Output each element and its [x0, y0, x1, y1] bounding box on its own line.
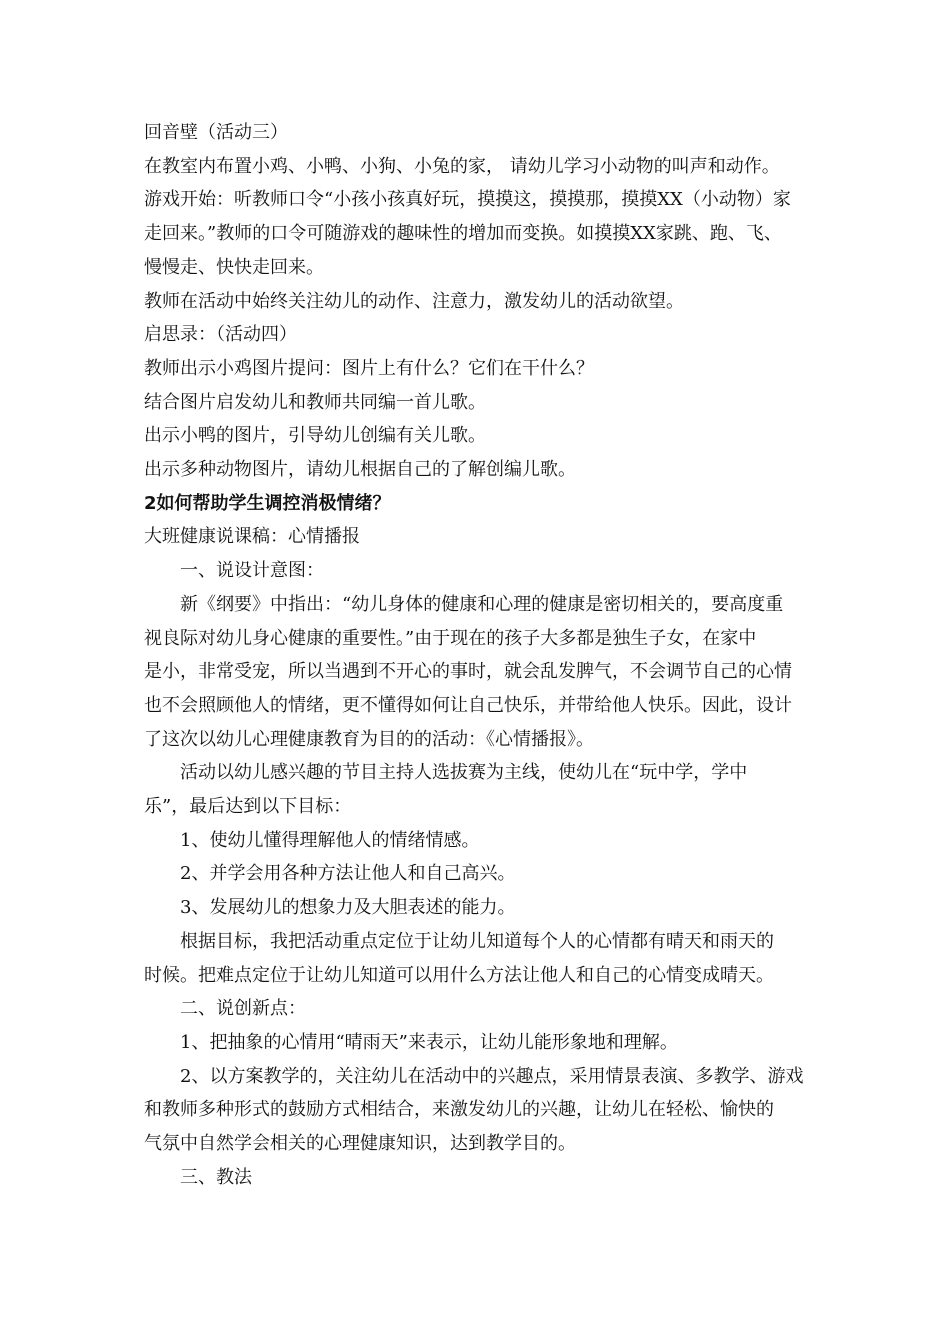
section-title-innovation: 二、说创新点： — [180, 998, 306, 1020]
paragraph-line: 了这次以幼儿心理健康教育为目的的活动：《心情播报》。 — [144, 728, 594, 750]
paragraph-line: 乐”，最后达到以下目标： — [144, 796, 352, 818]
paragraph-line: 活动以幼儿感兴趣的节目主持人选拔赛为主线，使幼儿在“玩中学，学中 — [180, 762, 748, 784]
section-title-design: 一、说设计意图： — [180, 560, 324, 582]
text-line: 教师在活动中始终关注幼儿的动作、注意力，激发幼儿的活动欲望。 — [144, 290, 684, 312]
document-subtitle: 大班健康说课稿：心情播报 — [144, 526, 360, 548]
goal-item: 2、并学会用各种方法让他人和自己高兴。 — [180, 863, 516, 885]
paragraph-line: 根据目标，我把活动重点定位于让幼儿知道每个人的心情都有晴天和雨天的 — [180, 930, 774, 952]
text-line: 走回来。”教师的口令可随游戏的趣味性的增加而变换。如摸摸XX家跳、跑、飞、 — [144, 223, 782, 245]
document-page — [144, 116, 814, 1195]
goal-item: 1、使幼儿懂得理解他人的情绪情感。 — [180, 829, 480, 851]
innovation-item: 1、把抽象的心情用“晴雨天”来表示，让幼儿能形象地和理解。 — [180, 1031, 678, 1053]
text-line: 回音壁（活动三） — [144, 122, 288, 143]
goal-item: 3、发展幼儿的想象力及大胆表述的能力。 — [180, 897, 516, 919]
text-line: 出示多种动物图片，请幼儿根据自己的了解创编儿歌。 — [144, 459, 576, 481]
paragraph-line: 气氛中自然学会相关的心理健康知识，达到教学目的。 — [144, 1133, 576, 1155]
section-heading: 2如何帮助学生调控消极情绪？ — [144, 492, 391, 514]
text-line: 慢慢走、快快走回来。 — [144, 256, 324, 278]
paragraph-line: 和教师多种形式的鼓励方式相结合，来激发幼儿的兴趣，让幼儿在轻松、愉快的 — [144, 1099, 774, 1121]
innovation-item: 2、以方案教学的，关注幼儿在活动中的兴趣点，采用情景表演、多教学、游戏 — [180, 1065, 804, 1087]
text-line: 结合图片启发幼儿和教师共同编一首儿歌。 — [144, 391, 486, 413]
section-title-method: 三、教法 — [180, 1166, 252, 1188]
paragraph-line: 时候。把难点定位于让幼儿知道可以用什么方法让他人和自己的心情变成晴天。 — [144, 964, 774, 986]
text-line: 教师出示小鸡图片提问：图片上有什么？它们在干什么？ — [144, 357, 594, 379]
text-line: 启思录：（活动四） — [144, 324, 297, 346]
paragraph-line: 也不会照顾他人的情绪，更不懂得如何让自己快乐，并带给他人快乐。因此，设计 — [144, 694, 792, 716]
text-line: 出示小鸭的图片，引导幼儿创编有关儿歌。 — [144, 425, 486, 447]
paragraph-line: 新《纲要》中指出：“幼儿身体的健康和心理的健康是密切相关的，要高度重 — [180, 593, 784, 615]
text-line: 游戏开始：听教师口令“小孩小孩真好玩，摸摸这，摸摸那，摸摸XX（小动物）家 — [144, 189, 791, 211]
text-line: 在教室内布置小鸡、小鸭、小狗、小兔的家， 请幼儿学习小动物的叫声和动作。 — [144, 155, 780, 177]
paragraph-line: 是小，非常受宠，所以当遇到不开心的事时，就会乱发脾气，不会调节自己的心情 — [144, 661, 792, 683]
paragraph-line: 视良际对幼儿身心健康的重要性。”由于现在的孩子大多都是独生子女，在家中 — [144, 627, 757, 649]
